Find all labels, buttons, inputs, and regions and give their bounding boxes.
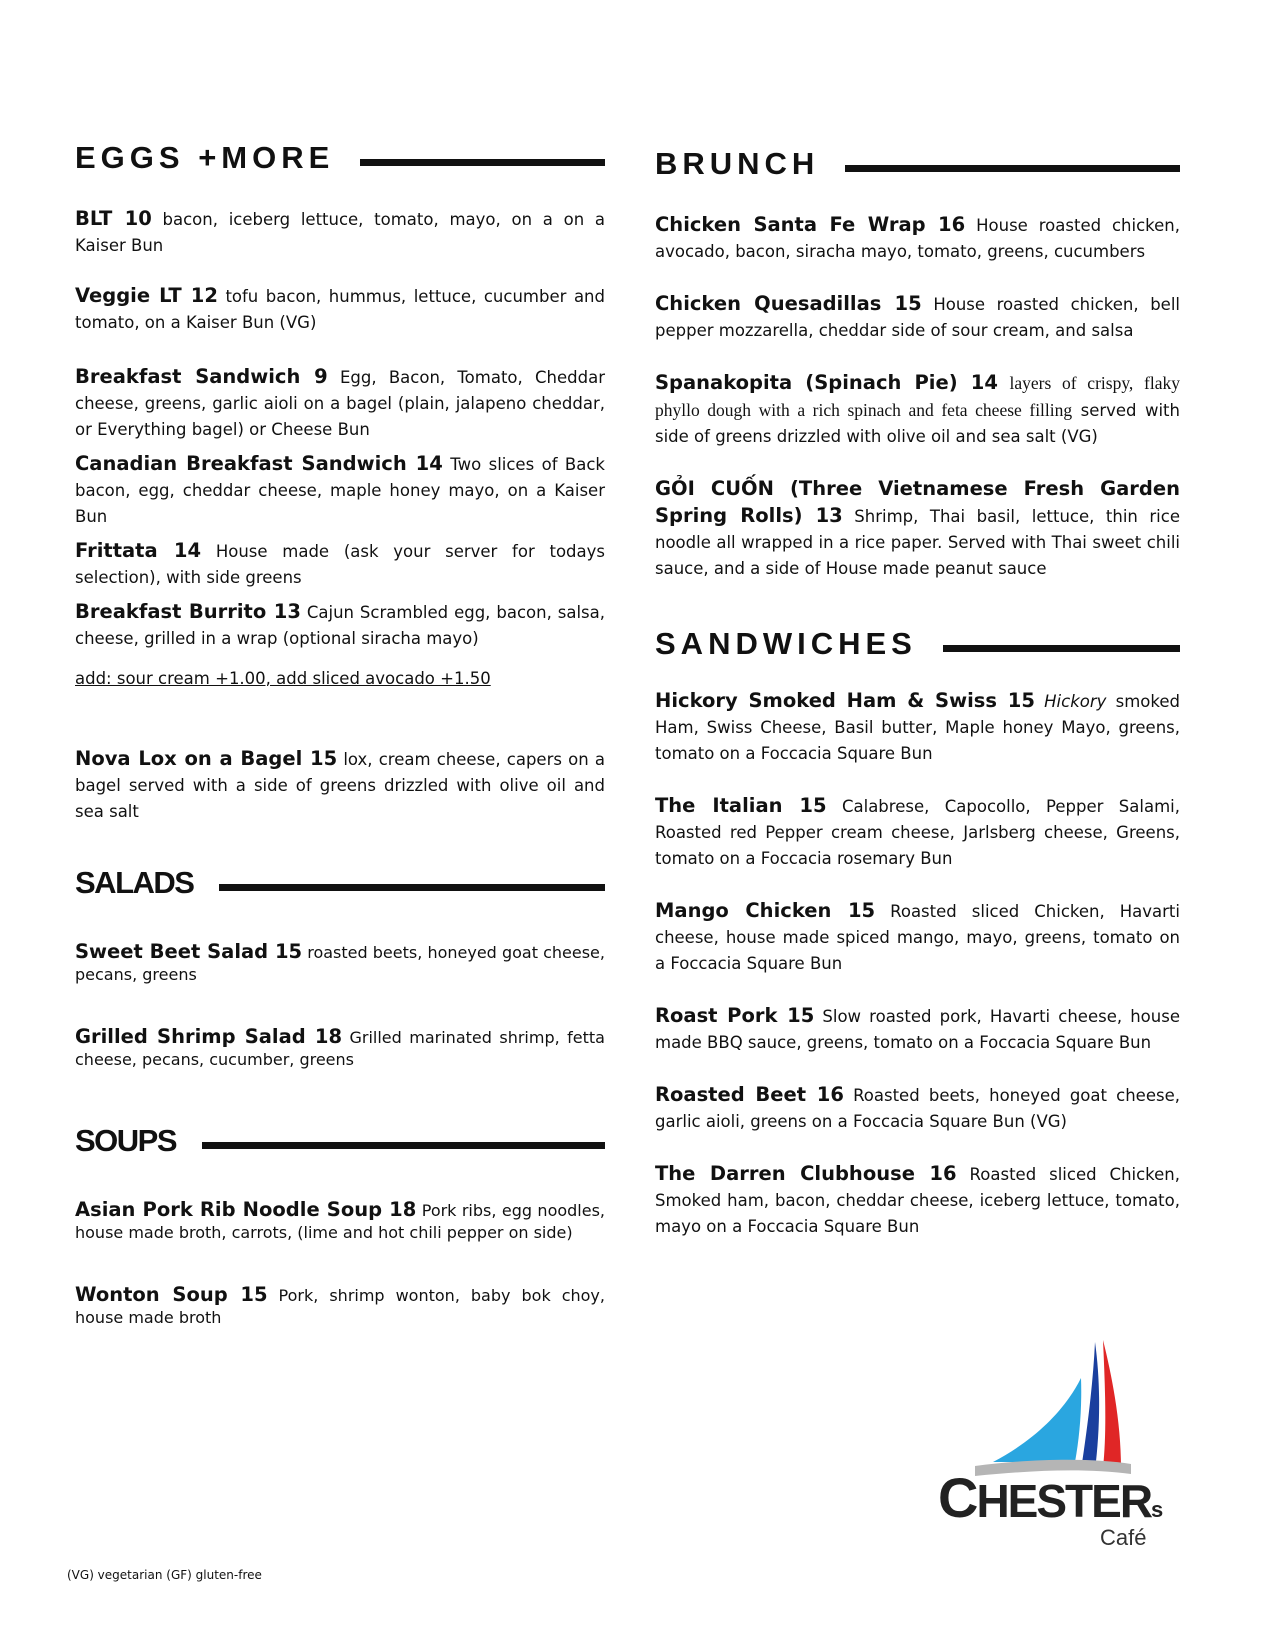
item-name: Frittata 14	[75, 539, 202, 562]
item-desc: layers of crispy, flaky phyllo dough with a rich spinach and feta cheese filling	[655, 373, 1180, 420]
menu-item-sweet-beet-salad	[75, 941, 605, 986]
menu-item-canadian-breakfast-sandwich	[75, 451, 605, 530]
item-desc: Grilled marinated shrimp, fetta cheese, pecans, cucumber, greens	[75, 1028, 605, 1069]
item-desc: Cajun Scrambled egg, bacon, salsa, cheese, grilled in a wrap (optional siracha mayo)	[75, 603, 606, 648]
menu-item-goi-cuon	[655, 476, 1180, 582]
right-column	[655, 140, 1180, 1240]
menu-item-mango-chicken	[655, 898, 1180, 977]
menu-item-spanakopita	[655, 370, 1180, 450]
item-name: Hickory Smoked Ham & Swiss 15	[655, 689, 1035, 712]
section-rule	[202, 1142, 605, 1149]
item-desc: Roasted sliced Chicken, Smoked ham, bacon, cheddar cheese, iceberg lettuce, tomato, mayo on a Foccacia Square Bun	[655, 1165, 1181, 1236]
item-name: Mango Chicken 15	[655, 899, 876, 922]
section-salads	[75, 865, 605, 901]
item-name: The Darren Clubhouse 16	[655, 1162, 957, 1185]
item-desc: Slow roasted pork, Havarti cheese, house made BBQ sauce, greens, tomato on a Foccacia Square Bun	[655, 1007, 1180, 1052]
menu-item-hickory-ham-swiss	[655, 688, 1180, 767]
item-desc: smoked Ham, Swiss Cheese, Basil butter, Maple honey Mayo, greens, tomato on a Foccacia Square Bun	[655, 692, 1180, 763]
menu-item-the-italian	[655, 793, 1180, 872]
item-name: Breakfast Sandwich 9	[75, 365, 328, 388]
item-name: BLT 10	[75, 207, 152, 230]
logo-sail-blue	[1081, 1342, 1099, 1470]
section-title-soups: SOUPS	[75, 1123, 177, 1158]
item-desc: Pork, shrimp wonton, baby bok choy, house made broth	[75, 1286, 605, 1327]
section-title-sandwiches: SANDWICHES	[655, 626, 917, 661]
item-desc: House made (ask your server for todays selection), with side greens	[75, 542, 605, 587]
section-brunch	[655, 146, 1180, 182]
item-name: Chicken Quesadillas 15	[655, 292, 922, 315]
dietary-footnote: (VG) vegetarian (GF) gluten-free	[67, 1568, 262, 1582]
logo-wordmark	[938, 1465, 1163, 1530]
logo-sail-cyan	[993, 1378, 1081, 1462]
item-name: Veggie LT 12	[75, 284, 218, 307]
item-desc-extra: served with side of greens drizzled with olive oil and sea salt (VG)	[655, 401, 1180, 446]
item-name: Breakfast Burrito 13	[75, 600, 301, 623]
section-soups	[75, 1123, 605, 1159]
menu-item-chicken-quesadillas	[655, 291, 1180, 344]
menu-item-asian-pork-rib-noodle-soup	[75, 1199, 605, 1244]
logo-subtitle: Café	[1100, 1525, 1147, 1550]
logo-sail-red	[1103, 1340, 1121, 1468]
item-desc-italic: Hickory	[1044, 692, 1107, 711]
menu-item-grilled-shrimp-salad	[75, 1026, 605, 1071]
section-rule	[943, 645, 1180, 652]
menu-item-frittata	[75, 538, 605, 591]
section-title-salads: SALADS	[75, 865, 194, 900]
item-desc: lox, cream cheese, capers on a bagel served with a side of greens drizzled with olive oil and sea salt	[75, 750, 605, 821]
item-name: Chicken Santa Fe Wrap 16	[655, 213, 966, 236]
menu-item-breakfast-burrito	[75, 599, 605, 652]
menu-item-chicken-santa-fe-wrap	[655, 212, 1180, 265]
item-desc: Egg, Bacon, Tomato, Cheddar cheese, greens, garlic aioli on a bagel (plain, jalapeno cheddar, or Everything bagel) or Cheese Bun	[75, 368, 605, 439]
logo-letter-s: s	[1151, 1497, 1164, 1522]
section-title-eggs-more: EGGS +MORE	[75, 140, 335, 175]
section-rule	[219, 884, 605, 891]
item-name: Grilled Shrimp Salad 18	[75, 1025, 343, 1048]
menu-item-darren-clubhouse	[655, 1161, 1180, 1240]
item-name: Roasted Beet 16	[655, 1083, 844, 1106]
item-desc: House roasted chicken, bell pepper mozzarella, cheddar side of sour cream, and salsa	[655, 295, 1180, 340]
item-desc: Roasted sliced Chicken, Havarti cheese, house made spiced mango, mayo, greens, tomato on a Foccacia Square Bun	[655, 902, 1180, 973]
item-name: Spanakopita (Spinach Pie) 14	[655, 371, 998, 394]
item-desc: tofu bacon, hummus, lettuce, cucumber and tomato, on a Kaiser Bun (VG)	[75, 287, 605, 332]
item-name: Wonton Soup 15	[75, 1283, 268, 1306]
menu-item-veggie-lt	[75, 283, 605, 336]
item-name: GỎI CUỐN (Three Vietnamese Fresh Garden Spring Rolls) 13	[655, 477, 1180, 527]
menu-item-wonton-soup	[75, 1284, 605, 1329]
item-desc: House roasted chicken, avocado, bacon, siracha mayo, tomato, greens, cucumbers	[655, 216, 1180, 261]
item-desc: Shrimp, Thai basil, lettuce, thin rice noodle all wrapped in a rice paper. Served with Thai sweet chili sauce, and a side of House made peanut sauce	[655, 507, 1180, 578]
item-desc: Pork ribs, egg noodles, house made broth, carrots, (lime and hot chili pepper on side)	[75, 1201, 606, 1242]
item-name: The Italian 15	[655, 794, 827, 817]
menu-item-blt	[75, 206, 605, 259]
item-desc: Two slices of Back bacon, egg, cheddar cheese, maple honey mayo, on a Kaiser Bun	[75, 455, 605, 526]
item-desc: Calabrese, Capocollo, Pepper Salami, Roasted red Pepper cream cheese, Jarlsberg cheese, Greens, tomato on a Foccacia rosemary Bun	[655, 797, 1180, 868]
menu-item-breakfast-sandwich	[75, 364, 605, 443]
menu-item-roasted-beet	[655, 1082, 1180, 1135]
item-desc: Roasted beets, honeyed goat cheese, garlic aioli, greens on a Foccacia Square Bun (VG)	[655, 1086, 1180, 1131]
section-eggs-more	[75, 140, 605, 176]
item-name: Roast Pork 15	[655, 1004, 815, 1027]
addon-note: add: sour cream +1.00, add sliced avocado +1.50	[75, 669, 491, 688]
section-rule	[845, 165, 1180, 172]
menu-item-roast-pork	[655, 1003, 1180, 1056]
section-rule	[360, 159, 605, 166]
section-sandwiches	[655, 626, 1180, 662]
item-name: Canadian Breakfast Sandwich 14	[75, 452, 443, 475]
left-column	[75, 140, 605, 1329]
item-name: Sweet Beet Salad 15	[75, 940, 303, 963]
item-name: Nova Lox on a Bagel 15	[75, 747, 338, 770]
logo-letter-c: C	[938, 1466, 977, 1529]
section-title-brunch: BRUNCH	[655, 146, 820, 181]
logo-letters-hester: HESTER	[976, 1475, 1152, 1527]
menu-item-nova-lox	[75, 746, 605, 825]
item-desc: bacon, iceberg lettuce, tomato, mayo, on a on a Kaiser Bun	[75, 210, 605, 255]
item-name: Asian Pork Rib Noodle Soup 18	[75, 1198, 417, 1221]
item-desc: roasted beets, honeyed goat cheese, pecans, greens	[75, 943, 605, 984]
